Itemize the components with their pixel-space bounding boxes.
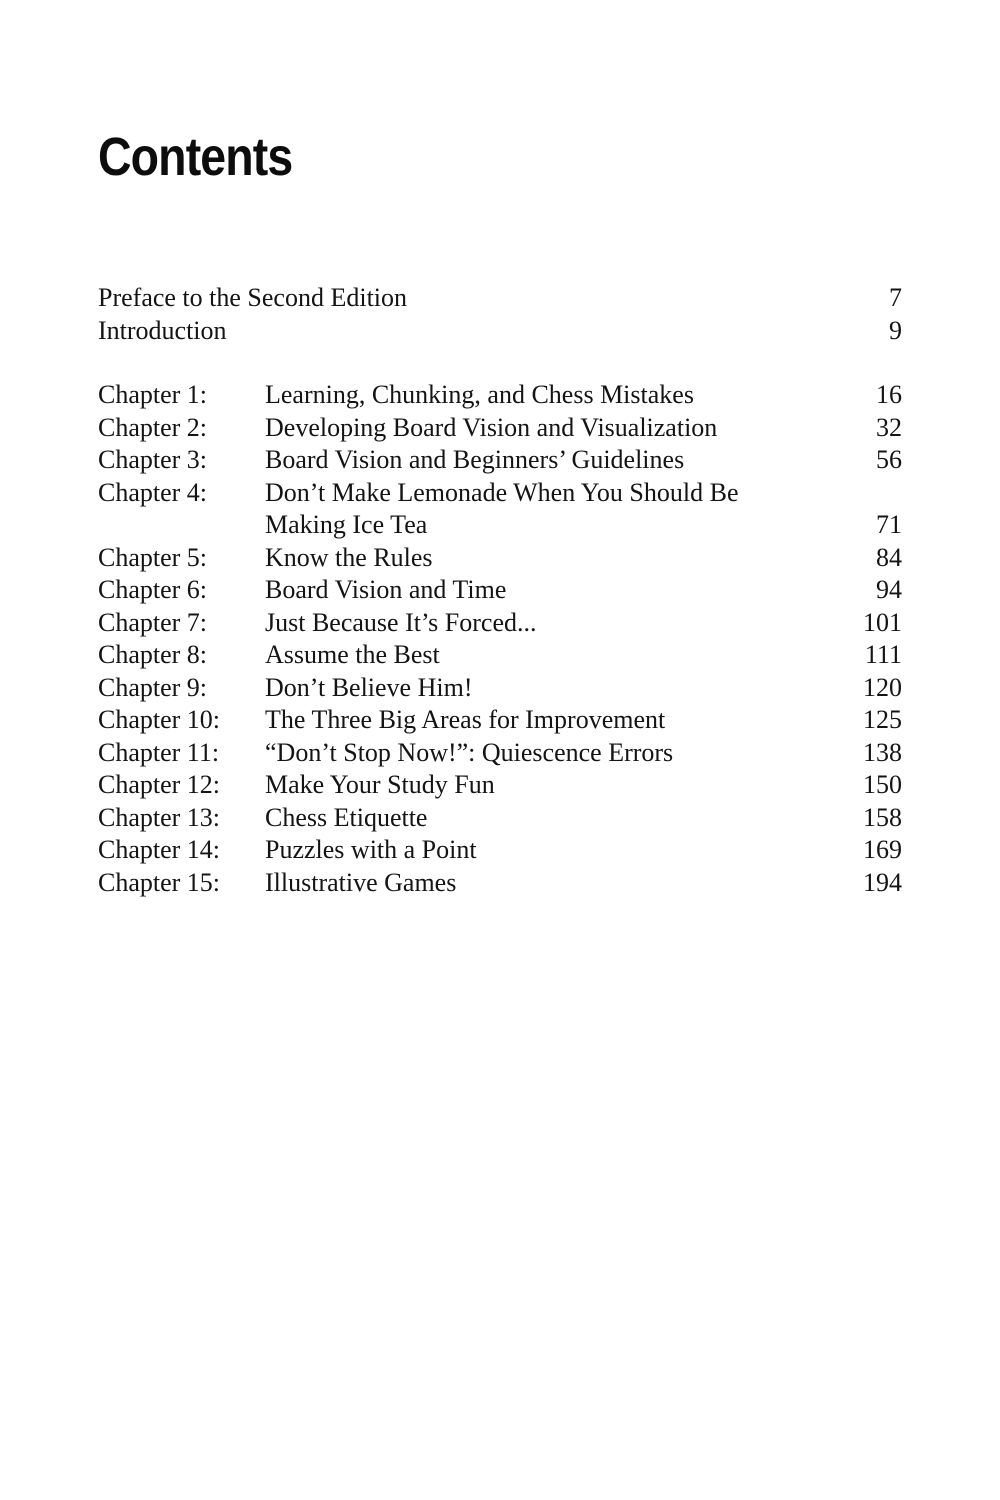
entry-title: Preface to the Second Edition xyxy=(98,283,408,312)
toc-entry-chapter-2[interactable] xyxy=(98,412,902,445)
entry-page-number: 169 xyxy=(863,835,902,864)
toc-entry-chapter-7[interactable] xyxy=(98,607,902,640)
chapter-label: Chapter 11: xyxy=(98,737,220,767)
chapter-title: Chess Etiquette xyxy=(265,802,428,832)
entry-page-number: 194 xyxy=(863,867,902,897)
entry-page-number: 71 xyxy=(876,510,902,539)
chapter-label: Chapter 13: xyxy=(98,802,221,832)
section-spacer xyxy=(98,347,902,379)
page-title: Contents xyxy=(98,127,293,187)
entry-page-number: 138 xyxy=(863,737,902,767)
chapter-title: Know the Rules xyxy=(265,542,433,572)
toc-entry-chapter-10[interactable] xyxy=(98,704,902,737)
chapter-title: Assume the Best xyxy=(265,640,440,669)
chapter-title: Learning, Chunking, and Chess Mistakes xyxy=(265,380,694,409)
chapter-title: Just Because It’s Forced... xyxy=(265,607,537,637)
toc-entry-introduction[interactable] xyxy=(98,315,902,348)
entry-page-number: 101 xyxy=(863,607,902,637)
chapter-label: Chapter 2: xyxy=(98,412,208,442)
toc-entry-chapter-13[interactable] xyxy=(98,802,902,835)
entry-page-number: 7 xyxy=(889,283,902,312)
entry-page-number: 84 xyxy=(876,542,902,572)
chapter-label: Chapter 12: xyxy=(98,770,221,799)
toc-entry-chapter-8[interactable] xyxy=(98,639,902,672)
chapter-title-continued: Making Ice Tea xyxy=(265,510,428,539)
entry-page-number: 94 xyxy=(876,575,902,604)
chapter-title: Don’t Make Lemonade When You Should Be xyxy=(265,477,739,507)
toc-entry-chapter-1[interactable] xyxy=(98,379,902,412)
chapter-title: Illustrative Games xyxy=(265,867,457,897)
chapter-title: Don’t Believe Him! xyxy=(265,672,473,702)
entry-page-number: 56 xyxy=(876,445,902,474)
toc-entry-chapter-6[interactable] xyxy=(98,574,902,607)
chapter-title: Make Your Study Fun xyxy=(265,770,495,799)
toc-entry-chapter-4[interactable] xyxy=(98,477,902,510)
chapter-label: Chapter 3: xyxy=(98,445,208,474)
chapter-label: Chapter 1: xyxy=(98,380,208,409)
entry-page-number: 150 xyxy=(863,770,902,799)
entry-page-number: 32 xyxy=(876,412,902,442)
chapter-label: Chapter 8: xyxy=(98,640,208,669)
chapter-title: Puzzles with a Point xyxy=(265,835,477,864)
toc-entry-chapter-11[interactable] xyxy=(98,737,902,770)
chapter-title: Board Vision and Beginners’ Guidelines xyxy=(265,445,685,474)
chapter-label: Chapter 9: xyxy=(98,672,208,702)
toc-entry-chapter-4-continued[interactable] xyxy=(98,509,902,542)
table-of-contents xyxy=(98,282,902,899)
chapter-label: Chapter 6: xyxy=(98,575,208,604)
chapter-title: Board Vision and Time xyxy=(265,575,507,604)
entry-page-number: 120 xyxy=(863,672,902,702)
entry-page-number: 9 xyxy=(889,315,902,345)
toc-entry-chapter-9[interactable] xyxy=(98,672,902,705)
toc-entry-chapter-14[interactable] xyxy=(98,834,902,867)
chapter-title: Developing Board Vision and Visualization xyxy=(265,412,718,442)
entry-page-number: 16 xyxy=(876,380,902,409)
chapter-label: Chapter 14: xyxy=(98,835,221,864)
chapter-label: Chapter 15: xyxy=(98,867,221,897)
toc-entry-chapter-12[interactable] xyxy=(98,769,902,802)
chapter-label: Chapter 7: xyxy=(98,607,208,637)
entry-page-number: 158 xyxy=(863,802,902,832)
toc-entry-chapter-3[interactable] xyxy=(98,444,902,477)
entry-page-number: 111 xyxy=(864,640,902,669)
chapter-title: The Three Big Areas for Improvement xyxy=(265,705,666,734)
entry-page-number: 125 xyxy=(863,705,902,734)
toc-entry-chapter-15[interactable] xyxy=(98,867,902,900)
chapter-label: Chapter 10: xyxy=(98,705,221,734)
toc-entry-chapter-5[interactable] xyxy=(98,542,902,575)
toc-entry-preface[interactable] xyxy=(98,282,902,315)
chapter-label: Chapter 5: xyxy=(98,542,208,572)
chapter-title: “Don’t Stop Now!”: Quiescence Errors xyxy=(265,737,674,767)
entry-title: Introduction xyxy=(98,315,227,345)
chapter-label: Chapter 4: xyxy=(98,477,208,507)
